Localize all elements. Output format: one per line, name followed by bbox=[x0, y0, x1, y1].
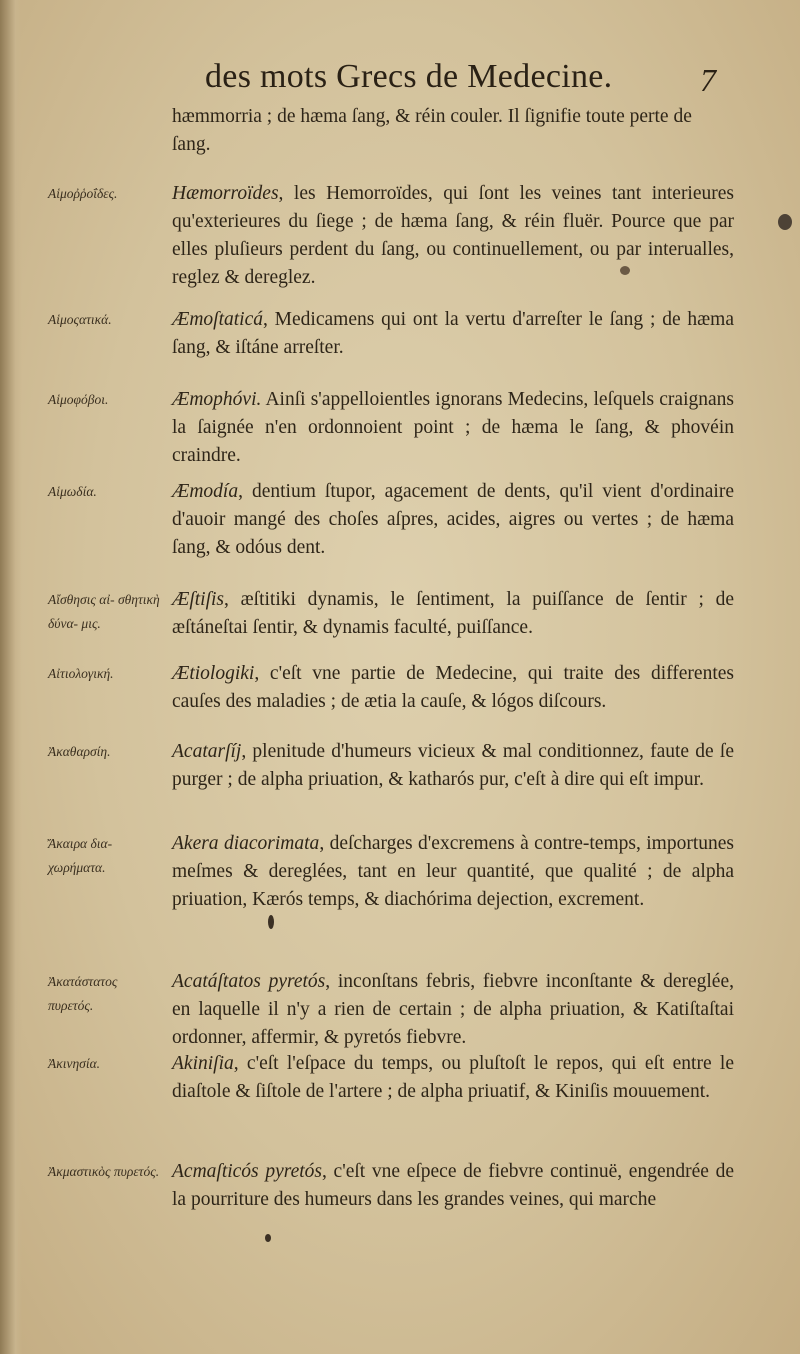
ink-blot bbox=[268, 915, 274, 929]
entry-definition bbox=[172, 180, 734, 292]
headword: Ætiologiki bbox=[172, 663, 255, 684]
greek-term: Αἱμοῤῥοΐδες. bbox=[48, 186, 118, 201]
entry-definition bbox=[172, 386, 734, 470]
definition-text: , c'eſt vne eſpece de fiebvre continuë, engendrée de la pourriture des humeurs dans les grandes veines, qui marche bbox=[172, 1161, 734, 1210]
greek-term: Ἀκμαστικὸς πυρετός. bbox=[48, 1164, 160, 1179]
greek-term: Ἄκαιρα δια- χωρήματα. bbox=[48, 836, 113, 875]
page-title: des mots Grecs de Medecine. bbox=[205, 58, 613, 95]
greek-term: Ἀκαθαρσίη. bbox=[48, 744, 111, 759]
definition-text: , dentium ſtupor, agacement de dents, qu'il vient d'ordinaire d'auoir mangé des choſes aſpres, acides, aigres ou vertes ; de hæma ſang, & odóus dent. bbox=[172, 481, 734, 558]
headword: Æmoſtaticá bbox=[172, 309, 263, 330]
page-number: 7 bbox=[700, 62, 716, 98]
headword: Hæmorroïdes bbox=[172, 183, 279, 204]
entry-definition bbox=[172, 478, 734, 562]
entry-definition bbox=[172, 660, 734, 716]
definition-text: , c'eſt vne partie de Medecine, qui traite des differentes cauſes des maladies ; de ætia la cauſe, & lógos diſcours. bbox=[172, 663, 734, 712]
entry-definition bbox=[172, 830, 734, 914]
greek-term: Ἀκατάστατος πυρετός. bbox=[48, 974, 118, 1013]
definition-text: , les Hemorroïdes, qui ſont les veines tant interieures qu'exterieures du ſiege ; de hæma ſang, & réin fluër. Pource que par elles pluſieurs perdent du ſang, ou continuellement, ou par interualles, reglez & dereglez. bbox=[172, 183, 734, 288]
definition-text: , æſtitiki dynamis, le ſentiment, la puiſſance de ſentir ; de æſtáneſtai ſentir, & dynamis faculté, puiſſance. bbox=[172, 589, 734, 638]
headword: Acmaſticós pyretós bbox=[172, 1161, 322, 1182]
entry-definition bbox=[172, 306, 734, 362]
headword: Akiniſia bbox=[172, 1053, 234, 1074]
headword: Akera diacorimata bbox=[172, 833, 320, 854]
continuation-paragraph: hæmmorria ; de hæma ſang, & réin couler. Il ſignifie toute perte de ſang. bbox=[172, 106, 692, 155]
headword: Acatáſtatos pyretós bbox=[172, 971, 326, 992]
definition-text: , plenitude d'humeurs vicieux & mal conditionnez, faute de ſe purger ; de alpha priuation, & katharós pur, c'eſt à dire qui eſt impur. bbox=[172, 741, 734, 790]
greek-term: Αἱμοφόβοι. bbox=[48, 392, 109, 407]
greek-term: Ἀκινησία. bbox=[48, 1056, 101, 1071]
ink-blot bbox=[778, 214, 792, 230]
entry-definition bbox=[172, 586, 734, 642]
greek-term: Αἰτιολογική. bbox=[48, 666, 114, 681]
definition-text: , c'eſt l'eſpace du temps, ou pluſtoſt le repos, qui eſt entre le diaſtole & ſiſtole de l'artere ; de alpha priuatif, & Kiniſis mouuement. bbox=[172, 1053, 734, 1102]
greek-term: Αἱμωδία. bbox=[48, 484, 97, 499]
greek-term: Αἴσθησις αἰ- σθητικὴ δύνα- μις. bbox=[48, 592, 160, 631]
headword: Æmodía bbox=[172, 481, 239, 502]
definition-text: , deſcharges d'excremens à contre-temps, importunes meſmes & dereglées, tant en leur quantité, que qualité ; de alpha priuation, Kærós temps, & diachórima dejection, excrement. bbox=[172, 833, 734, 910]
entry-definition bbox=[172, 738, 734, 794]
headword: Æmophóvi. bbox=[172, 389, 262, 410]
ink-blot bbox=[265, 1234, 271, 1242]
headword: Æſtiſis bbox=[172, 589, 225, 610]
entry-definition bbox=[172, 1158, 734, 1214]
definition-text: Ainſi s'appelloientles ignorans Medecins, leſquels craignans la ſaignée n'en ordonnoient point ; de hæma le ſang, & phovéin craindre. bbox=[172, 389, 734, 466]
entry-definition bbox=[172, 968, 734, 1052]
greek-term: Αἱμοςατικά. bbox=[48, 312, 112, 327]
page-binding-edge bbox=[0, 0, 22, 1354]
entry-definition bbox=[172, 1050, 734, 1106]
headword: Acatarſíj bbox=[172, 741, 242, 762]
definition-text: , inconſtans febris, fiebvre inconſtante & dereglée, en laquelle il n'y a rien de certain ; de alpha priuation, & Katiſtaſtai ordonner, affermir, & pyretós fiebvre. bbox=[172, 971, 734, 1048]
definition-text: , Medicamens qui ont la vertu d'arreſter le ſang ; de hæma ſang, & iſtáne arreſter. bbox=[172, 309, 734, 358]
